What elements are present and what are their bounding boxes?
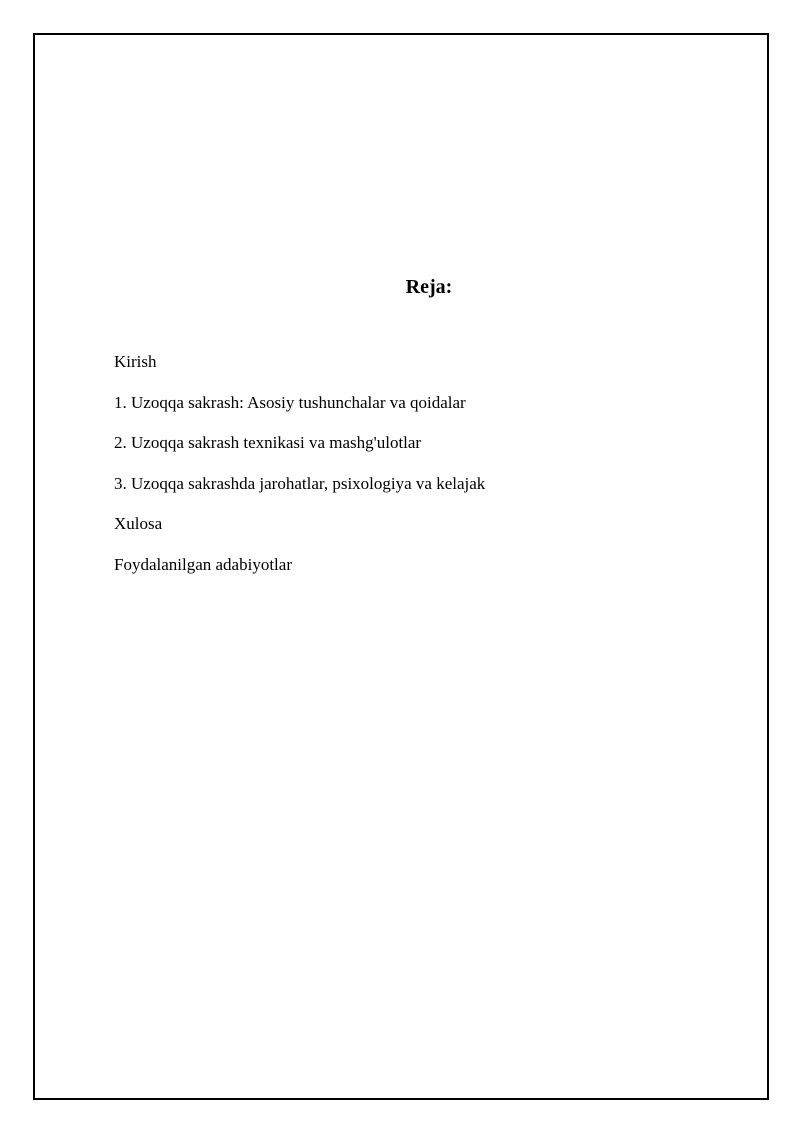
toc-item-references: Foydalanilgan adabiyotlar xyxy=(114,554,292,574)
table-of-contents xyxy=(114,350,485,594)
toc-item-introduction: Kirish xyxy=(114,352,157,371)
page-title: Reja: xyxy=(405,276,453,298)
toc-item-chapter-1: 1. Uzoqqa sakrash: Asosiy tushunchalar va qoidalar xyxy=(114,392,466,412)
toc-item-chapter-3: 3. Uzoqqa sakrashda jarohatlar, psixologiya va kelajak xyxy=(114,473,486,493)
toc-item-conclusion: Xulosa xyxy=(114,514,163,534)
toc-item-chapter-2: 2. Uzoqqa sakrash texnikasi va mashg'ulotlar xyxy=(114,433,422,453)
